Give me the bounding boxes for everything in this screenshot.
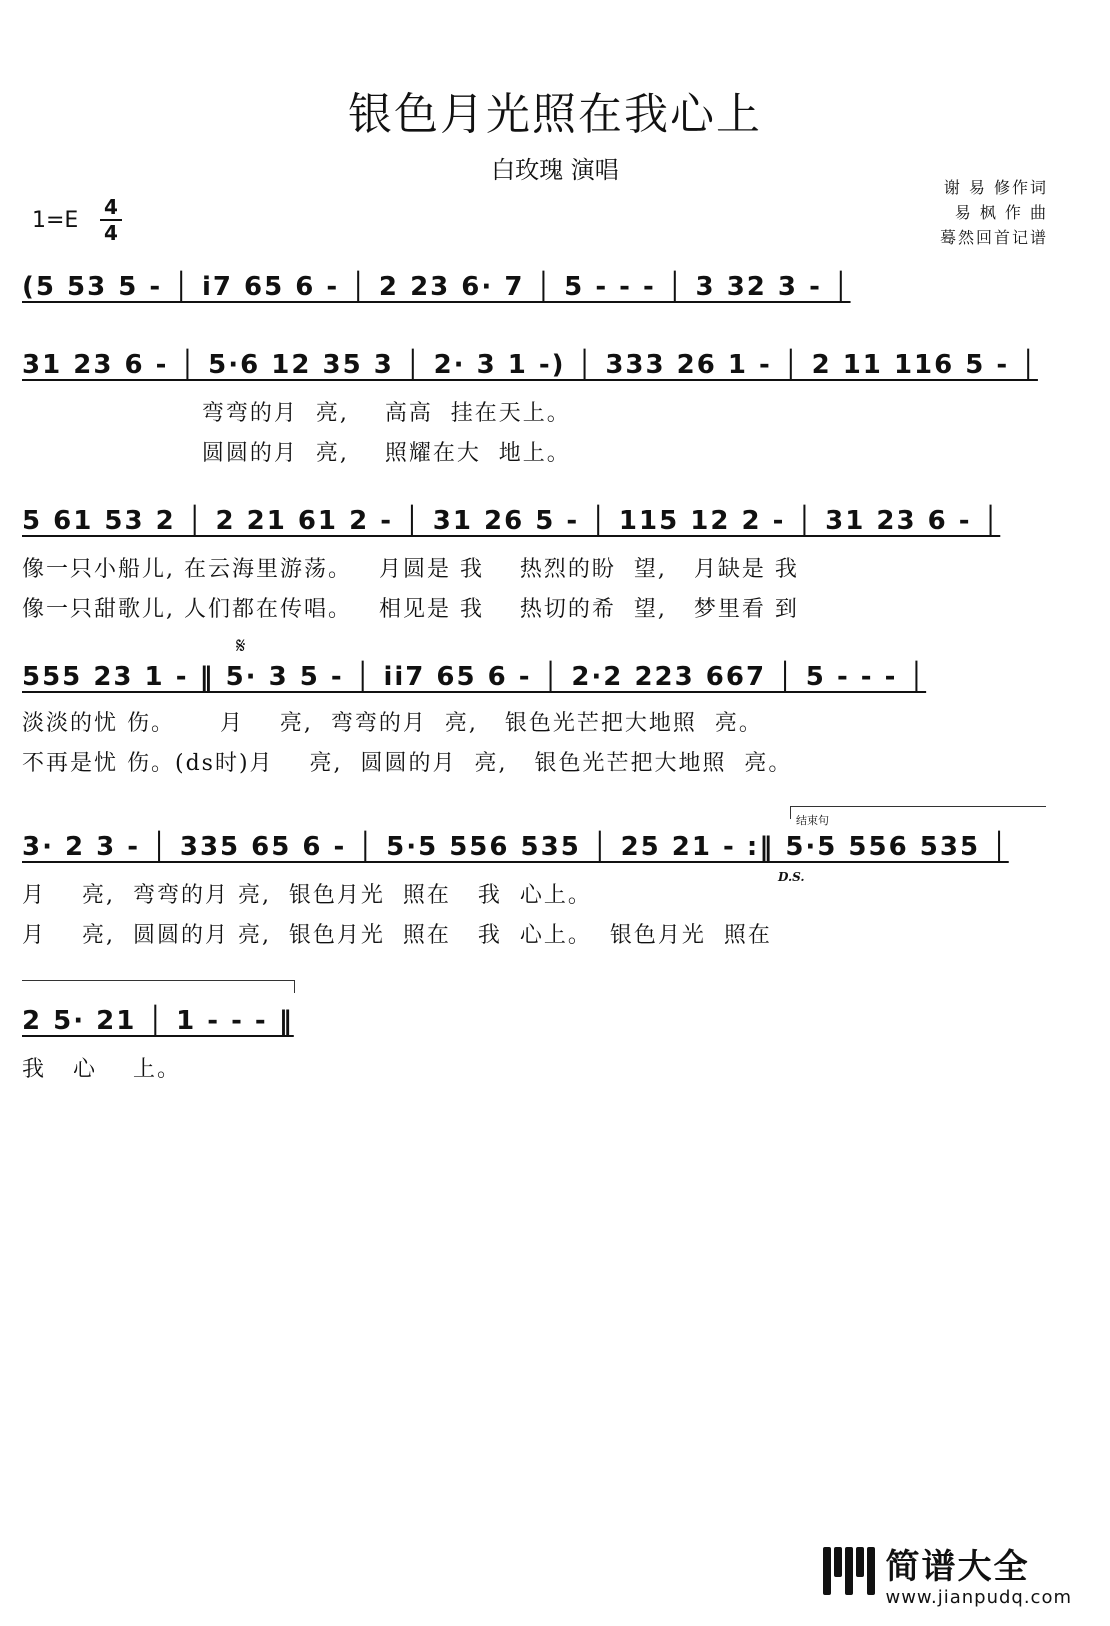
lyrics-line-3-verse-1: 像一只小船儿, 在云海里游荡。 月圆是 我 热烈的盼 望, 月缺是 我 [22,557,799,582]
notation-line-2: 31 23 6 - │ 5·6 12 35 3 │ 2· 3 1 -) │ 333 26 1 - │ 2 11 116 5 - │ [22,350,1038,380]
notation-line-1: (5 53 5 - │ i7 65 6 - │ 2 23 6· 7 │ 5 - - - │ 3 32 3 - │ [22,272,851,302]
notation-line-4: 555 23 1 - ‖ 5· 3 5 - │ ii7 65 6 - │ 2·2 223 667 │ 5 - - - │ [22,662,927,692]
composer-credit: 易 枫 作 曲 [954,203,1048,222]
notation-line-5: 3· 2 3 - │ 335 65 6 - │ 5·5 556 535 │ 25 21 - :‖ 5·5 556 535 │ [22,832,1009,862]
key-signature: 1=E [32,208,79,233]
transcriber-credit: 蓦然回首记谱 [939,228,1048,247]
lyricist-credit: 谢 易 修作词 [943,178,1048,197]
lyrics-line-3-verse-2: 像一只甜歌儿, 人们都在传唱。 相见是 我 热切的希 望, 梦里看 到 [22,597,799,622]
time-signature-bottom: 4 [104,221,118,245]
ending-bracket-continued [22,980,295,993]
lyrics-line-2-verse-1: 弯弯的月 亮, 高高 挂在天上。 [22,401,571,426]
watermark-url: www.jianpudq.com [885,1587,1072,1608]
notation-line-3: 5 61 53 2 │ 2 21 61 2 - │ 31 26 5 - │ 115 12 2 - │ 31 23 6 - │ [22,506,1001,536]
segno-sign: 𝄋 [236,634,246,659]
lyrics-line-6-verse-1: 我 心 上。 [22,1057,181,1082]
watermark-name: 简谱大全 [885,1547,1030,1587]
lyrics-line-5-verse-1: 月 亮, 弯弯的月 亮, 银色月光 照在 我 心上。 [22,883,592,908]
notation-line-6: 2 5· 21 │ 1 - - - ‖ [22,1006,294,1036]
performer: 白玫瑰 演唱 [491,156,619,184]
song-title: 银色月光照在我心上 [348,89,762,140]
lyrics-line-2-verse-2: 圆圆的月 亮, 照耀在大 地上。 [22,441,571,466]
lyrics-line-4-verse-2: 不再是忧 伤。(ds时)月 亮, 圆圆的月 亮, 银色光芒把大地照 亮。 [22,751,793,776]
time-signature [100,196,122,244]
watermark-logo [823,1547,1072,1608]
lyrics-line-4-verse-1: 淡淡的忧 伤。 月 亮, 弯弯的月 亮, 银色光芒把大地照 亮。 [22,711,763,736]
piano-keys-icon [823,1547,877,1595]
ending-label: 结束句 [796,814,829,827]
lyrics-line-5-verse-2: 月 亮, 圆圆的月 亮, 银色月光 照在 我 心上。 银色月光 照在 [22,923,772,948]
time-signature-top: 4 [104,195,118,219]
ds-marking: D.S. [778,870,805,884]
credits [940,175,1048,250]
